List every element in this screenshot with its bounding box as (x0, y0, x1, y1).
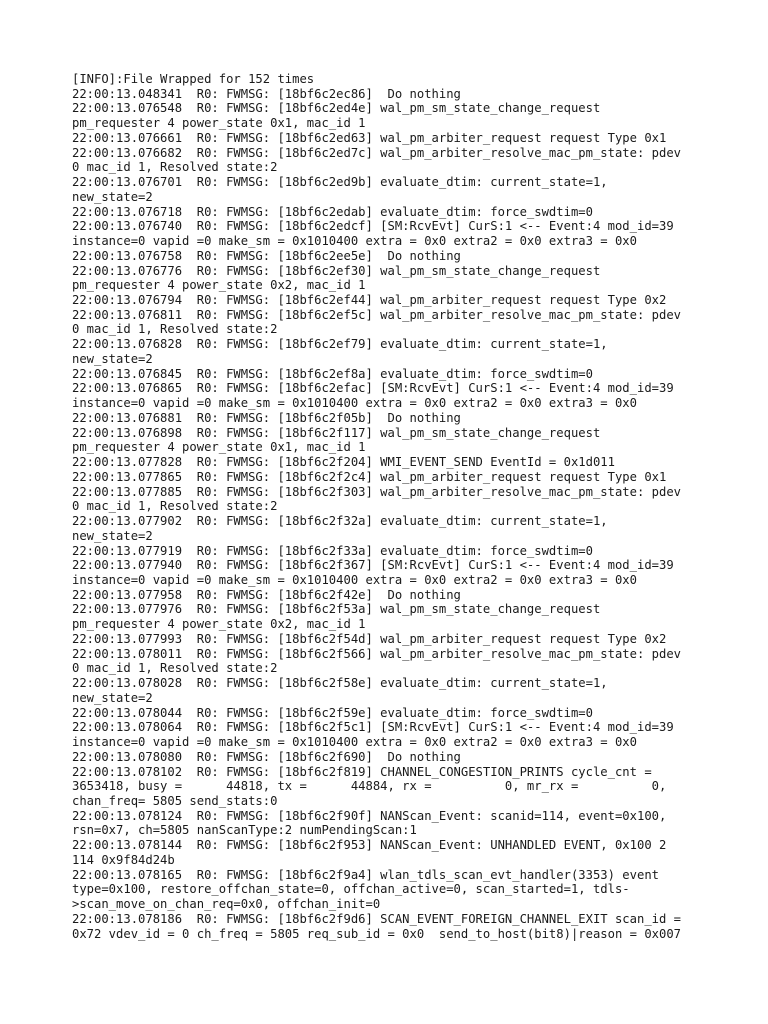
log-line: 22:00:13.076776 R0: FWMSG: [18bf6c2ef30] wal_pm_sm_state_change_request (72, 263, 601, 278)
log-line: 22:00:13.076865 R0: FWMSG: [18bf6c2efac] [SM:RcvEvt] CurS:1 <-- Event:4 mod_id=39 (72, 381, 674, 396)
log-line: >scan_move_on_chan_req=0x0, offchan_init=0 (72, 897, 381, 912)
log-line: 22:00:13.076898 R0: FWMSG: [18bf6c2f117] wal_pm_sm_state_change_request (72, 425, 601, 440)
log-line: 114 0x9f84d24b (72, 852, 175, 867)
log-line: 22:00:13.076794 R0: FWMSG: [18bf6c2ef44] wal_pm_arbiter_request request Type 0x2 (72, 293, 667, 308)
log-line: 22:00:13.076718 R0: FWMSG: [18bf6c2edab] evaluate_dtim: force_swdtim=0 (72, 204, 593, 219)
log-line: instance=0 vapid =0 make_sm = 0x1010400 extra = 0x0 extra2 = 0x0 extra3 = 0x0 (72, 234, 637, 249)
log-line: 22:00:13.076845 R0: FWMSG: [18bf6c2ef8a] evaluate_dtim: force_swdtim=0 (72, 366, 593, 381)
log-line: 22:00:13.077885 R0: FWMSG: [18bf6c2f303] wal_pm_arbiter_resolve_mac_pm_state: pdev (72, 484, 682, 499)
log-line: instance=0 vapid =0 make_sm = 0x1010400 extra = 0x0 extra2 = 0x0 extra3 = 0x0 (72, 572, 637, 587)
log-line: instance=0 vapid =0 make_sm = 0x1010400 extra = 0x0 extra2 = 0x0 extra3 = 0x0 (72, 396, 637, 411)
log-line: new_state=2 (72, 528, 153, 543)
log-line: chan_freq= 5805 send_stats:0 (72, 793, 278, 808)
log-line: 22:00:13.077993 R0: FWMSG: [18bf6c2f54d] wal_pm_arbiter_request request Type 0x2 (72, 631, 667, 646)
log-line: new_state=2 (72, 351, 153, 366)
log-line: 22:00:13.077940 R0: FWMSG: [18bf6c2f367] [SM:RcvEvt] CurS:1 <-- Event:4 mod_id=39 (72, 558, 674, 573)
log-line: new_state=2 (72, 690, 153, 705)
log-line: 22:00:13.076740 R0: FWMSG: [18bf6c2edcf] [SM:RcvEvt] CurS:1 <-- Event:4 mod_id=39 (72, 219, 674, 234)
log-line: 22:00:13.076758 R0: FWMSG: [18bf6c2ee5e] Do nothing (72, 248, 461, 263)
log-line: 0 mac_id 1, Resolved state:2 (72, 322, 278, 337)
log-line: 22:00:13.077828 R0: FWMSG: [18bf6c2f204] WMI_EVENT_SEND EventId = 0x1d011 (72, 455, 615, 470)
log-line: 22:00:13.078102 R0: FWMSG: [18bf6c2f819] CHANNEL_CONGESTION_PRINTS cycle_cnt = (72, 764, 652, 779)
log-line: 22:00:13.076661 R0: FWMSG: [18bf6c2ed63] wal_pm_arbiter_request request Type 0x1 (72, 130, 667, 145)
log-line: 22:00:13.076548 R0: FWMSG: [18bf6c2ed4e] wal_pm_sm_state_change_request (72, 101, 601, 116)
log-line: pm_requester 4 power_state 0x1, mac_id 1 (72, 116, 366, 131)
log-line: 22:00:13.078011 R0: FWMSG: [18bf6c2f566] wal_pm_arbiter_resolve_mac_pm_state: pdev (72, 646, 682, 661)
log-line: 22:00:13.078080 R0: FWMSG: [18bf6c2f690] Do nothing (72, 749, 461, 764)
log-line: 22:00:13.076811 R0: FWMSG: [18bf6c2ef5c] wal_pm_arbiter_resolve_mac_pm_state: pdev (72, 307, 682, 322)
log-line: 0 mac_id 1, Resolved state:2 (72, 499, 278, 514)
log-line: 22:00:13.077865 R0: FWMSG: [18bf6c2f2c4] wal_pm_arbiter_request request Type 0x1 (72, 469, 667, 484)
log-document (72, 72, 712, 941)
log-line: 22:00:13.078028 R0: FWMSG: [18bf6c2f58e] evaluate_dtim: current_state=1, (72, 676, 608, 691)
log-line: 0x72 vdev_id = 0 ch_freq = 5805 req_sub_id = 0x0 send_to_host(bit8)|reason = 0x007 (72, 926, 682, 941)
log-line: [INFO]:File Wrapped for 152 times (72, 72, 315, 86)
log-line: 22:00:13.078064 R0: FWMSG: [18bf6c2f5c1] [SM:RcvEvt] CurS:1 <-- Event:4 mod_id=39 (72, 720, 674, 735)
log-line: 3653418, busy = 44818, tx = 44884, rx = 0, mr_rx = 0, (72, 779, 667, 794)
log-line: pm_requester 4 power_state 0x2, mac_id 1 (72, 278, 366, 293)
log-line: instance=0 vapid =0 make_sm = 0x1010400 extra = 0x0 extra2 = 0x0 extra3 = 0x0 (72, 735, 637, 750)
log-line: 0 mac_id 1, Resolved state:2 (72, 661, 278, 676)
log-line: 22:00:13.077976 R0: FWMSG: [18bf6c2f53a] wal_pm_sm_state_change_request (72, 602, 601, 617)
log-line: 22:00:13.078124 R0: FWMSG: [18bf6c2f90f] NANScan_Event: scanid=114, event=0x100, (72, 808, 667, 823)
log-line: rsn=0x7, ch=5805 nanScanType:2 numPendingScan:1 (72, 823, 417, 838)
log-line: 22:00:13.078144 R0: FWMSG: [18bf6c2f953] NANScan_Event: UNHANDLED EVENT, 0x100 2 (72, 838, 667, 853)
log-line: type=0x100, restore_offchan_state=0, offchan_active=0, scan_started=1, tdls- (72, 882, 630, 897)
log-line: 22:00:13.078186 R0: FWMSG: [18bf6c2f9d6] SCAN_EVENT_FOREIGN_CHANNEL_EXIT scan_id = (72, 911, 682, 926)
log-line: 22:00:13.078165 R0: FWMSG: [18bf6c2f9a4] wlan_tdls_scan_evt_handler(3353) event (72, 867, 659, 882)
log-line: 22:00:13.076828 R0: FWMSG: [18bf6c2ef79] evaluate_dtim: current_state=1, (72, 337, 608, 352)
log-line: 22:00:13.077958 R0: FWMSG: [18bf6c2f42e] Do nothing (72, 587, 461, 602)
log-line: 22:00:13.076682 R0: FWMSG: [18bf6c2ed7c] wal_pm_arbiter_resolve_mac_pm_state: pdev (72, 145, 682, 160)
log-line: pm_requester 4 power_state 0x1, mac_id 1 (72, 440, 366, 455)
log-line: 22:00:13.078044 R0: FWMSG: [18bf6c2f59e] evaluate_dtim: force_swdtim=0 (72, 705, 593, 720)
log-line: 22:00:13.076881 R0: FWMSG: [18bf6c2f05b] Do nothing (72, 410, 461, 425)
log-line: 22:00:13.048341 R0: FWMSG: [18bf6c2ec86] Do nothing (72, 86, 461, 101)
log-line: 22:00:13.076701 R0: FWMSG: [18bf6c2ed9b] evaluate_dtim: current_state=1, (72, 175, 608, 190)
log-line: pm_requester 4 power_state 0x2, mac_id 1 (72, 617, 366, 632)
log-line: new_state=2 (72, 189, 153, 204)
log-line: 0 mac_id 1, Resolved state:2 (72, 160, 278, 175)
log-line: 22:00:13.077919 R0: FWMSG: [18bf6c2f33a] evaluate_dtim: force_swdtim=0 (72, 543, 593, 558)
log-line: 22:00:13.077902 R0: FWMSG: [18bf6c2f32a] evaluate_dtim: current_state=1, (72, 514, 608, 529)
